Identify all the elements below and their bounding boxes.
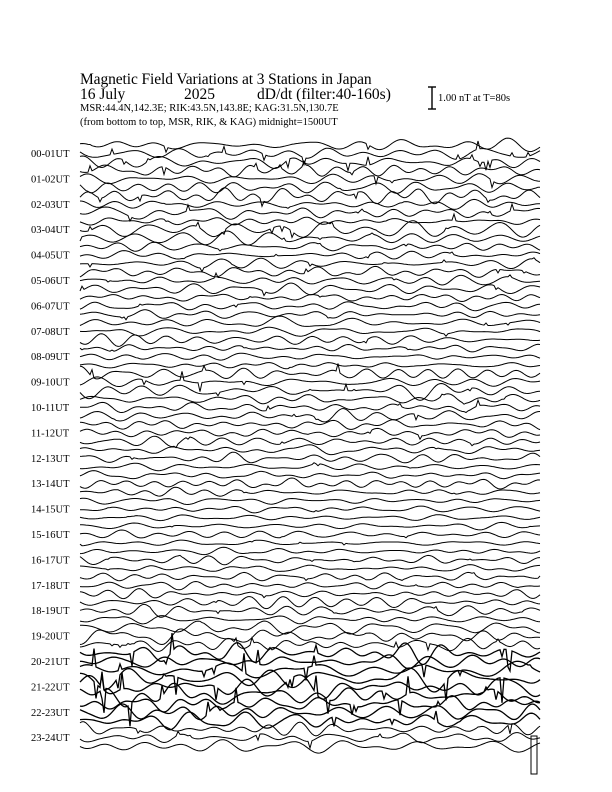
trace-rik (80, 555, 540, 564)
end-marker (531, 736, 537, 774)
trace-kag (80, 344, 540, 352)
hour-label: 09-10UT (31, 377, 70, 389)
traces (80, 138, 540, 753)
chart-date: 16 July (80, 86, 126, 103)
station-order-note: (from bottom to top, MSR, RIK, & KAG) midnight=1500UT (80, 117, 338, 128)
trace-kag (80, 161, 540, 177)
hour-label: 21-22UT (31, 682, 70, 694)
hour-labels (31, 149, 70, 744)
trace-kag (80, 621, 540, 634)
hour-label: 10-11UT (31, 403, 70, 414)
hour-label: 08-09UT (31, 352, 70, 364)
hour-label: 12-13UT (31, 453, 70, 465)
trace-kag (80, 266, 540, 277)
trace-rik (80, 353, 540, 360)
hour-label: 07-08UT (31, 326, 70, 338)
trace-msr (80, 204, 540, 221)
chart-mode: dD/dt (filter:40-160s) (257, 86, 391, 103)
trace-msr (80, 515, 540, 521)
trace-msr (80, 363, 540, 369)
trace-rik (80, 732, 540, 749)
trace-rik (80, 199, 540, 209)
station-coordinates: MSR:44.4N,142.3E; RIK:43.5N,143.8E; KAG:31.5N,130.7E (80, 103, 339, 114)
trace-rik (80, 221, 540, 238)
trace-kag (80, 547, 540, 554)
scale-bar (428, 87, 436, 109)
trace-kag (80, 316, 540, 326)
trace-msr (80, 334, 540, 347)
chart-year: 2025 (184, 86, 215, 103)
trace-rik (80, 530, 540, 538)
hour-label: 22-23UT (31, 707, 70, 719)
trace-kag (80, 214, 540, 225)
trace-msr (80, 565, 540, 572)
trace-msr (80, 463, 540, 471)
hour-label: 03-04UT (31, 225, 70, 237)
trace-msr (80, 540, 540, 546)
trace-rik (80, 273, 540, 285)
hour-label: 00-01UT (31, 149, 70, 160)
trace-kag (80, 498, 540, 504)
hour-label: 19-20UT (31, 631, 70, 643)
trace-rik (80, 327, 540, 336)
hour-label: 05-06UT (31, 276, 70, 287)
trace-rik (80, 428, 540, 439)
trace-kag (80, 445, 540, 455)
hour-label: 18-19UT (31, 606, 70, 618)
hour-label: 16-17UT (31, 555, 70, 567)
hour-label: 04-05UT (31, 250, 70, 262)
trace-kag (80, 138, 540, 152)
trace-msr (80, 589, 540, 599)
hour-label: 15-16UT (31, 530, 70, 541)
trace-msr (80, 310, 540, 320)
trace-msr (80, 436, 540, 448)
trace-kag (80, 420, 540, 430)
hour-label: 20-21UT (31, 657, 70, 668)
hour-label: 01-02UT (31, 174, 70, 186)
trace-msr (80, 283, 540, 295)
trace-kag (80, 471, 540, 479)
hour-label: 06-07UT (31, 301, 70, 313)
trace-rik (80, 302, 540, 311)
trace-rik (80, 174, 540, 188)
end-marker-box (531, 736, 537, 774)
trace-kag (80, 522, 540, 530)
trace-kag (80, 294, 540, 301)
hour-label: 23-24UT (31, 733, 70, 745)
trace-rik (80, 506, 540, 513)
trace-kag (80, 188, 540, 207)
hour-label: 02-03UT (31, 199, 70, 211)
trace-rik (80, 141, 540, 165)
hour-label: 13-14UT (31, 479, 70, 491)
chart-title: Magnetic Field Variations at 3 Stations in Japan (80, 71, 372, 88)
trace-kag (80, 394, 540, 405)
trace-kag (80, 572, 540, 580)
trace-msr (80, 487, 540, 496)
hour-label: 17-18UT (31, 580, 70, 592)
hour-label: 11-12UT (31, 428, 70, 440)
scale-bar-label: 1.00 nT at T=80s (438, 93, 511, 104)
trace-rik (80, 582, 540, 590)
hour-label: 14-15UT (31, 504, 70, 516)
trace-msr (80, 409, 540, 422)
trace-msr (80, 616, 540, 624)
trace-rik (80, 251, 540, 259)
trace-msr (80, 155, 540, 171)
trace-msr (80, 258, 540, 272)
trace-rik (80, 604, 540, 617)
trace-rik (80, 478, 540, 489)
trace-kag (80, 242, 540, 251)
